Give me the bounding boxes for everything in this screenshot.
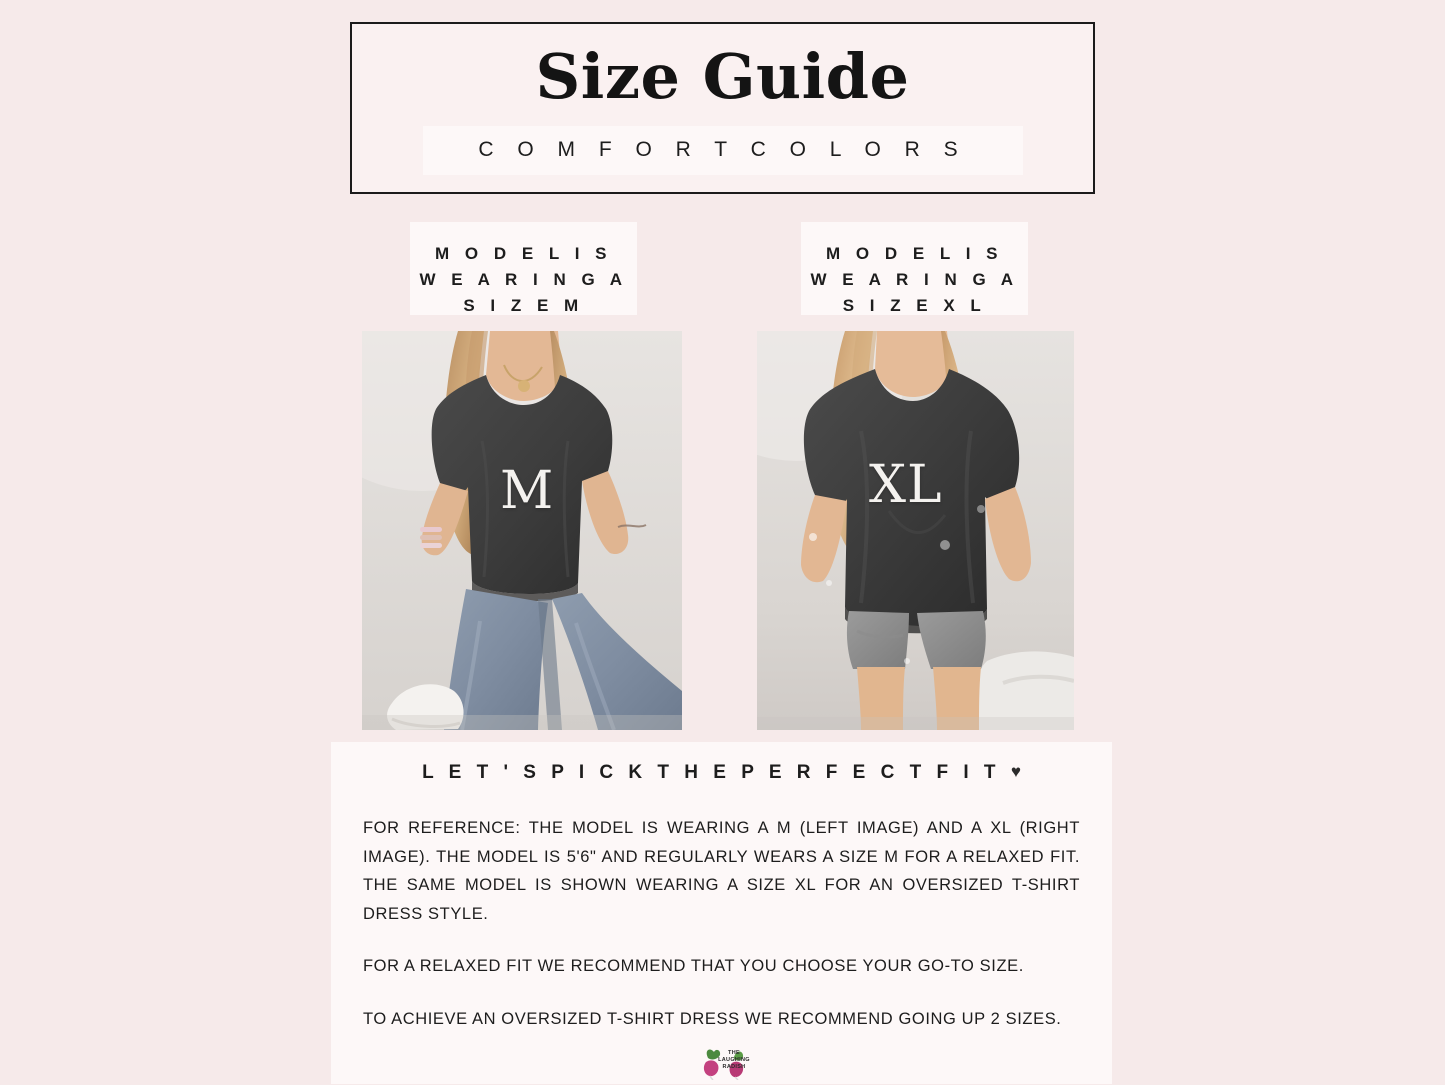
caption-line: M O D E L I S bbox=[826, 244, 1003, 263]
heart-icon: ♥ bbox=[1010, 762, 1021, 781]
page-title: Size Guide bbox=[535, 40, 910, 113]
caption-line: S I Z E M bbox=[463, 296, 584, 315]
caption-line: S I Z E X L bbox=[842, 296, 987, 315]
caption-line: W E A R I N G A bbox=[810, 270, 1019, 289]
caption-line: M O D E L I S bbox=[435, 244, 612, 263]
brand-logo-line: RADISH bbox=[722, 1064, 746, 1070]
brand-logo bbox=[690, 1046, 756, 1080]
model-caption-left bbox=[410, 222, 637, 315]
brand-logo-line: THE LAUGHING bbox=[718, 1050, 750, 1063]
brand-logo-text bbox=[712, 1050, 756, 1071]
subtitle-band bbox=[423, 126, 1023, 175]
model-photo-m-illustration bbox=[362, 331, 682, 730]
model-caption-right bbox=[801, 222, 1028, 315]
fit-info-paragraph: FOR A RELAXED FIT WE RECOMMEND THAT YOU CHOOSE YOUR GO-TO SIZE. bbox=[363, 957, 1024, 975]
model-photo-size-xl bbox=[757, 331, 1074, 730]
fit-info-panel bbox=[331, 742, 1112, 1084]
shirt-size-letter-m: M bbox=[500, 461, 555, 521]
fit-info-heading bbox=[331, 762, 1112, 784]
shirt-size-letter-xl: XL bbox=[869, 455, 943, 515]
fit-info-paragraph: TO ACHIEVE AN OVERSIZED T-SHIRT DRESS WE RECOMMEND GOING UP 2 SIZES. bbox=[363, 1009, 1062, 1028]
fit-info-body bbox=[363, 814, 1080, 1033]
brand-subtitle: C O M F O R T C O L O R S bbox=[478, 138, 967, 161]
title-block bbox=[350, 22, 1095, 194]
model-photo-size-m bbox=[362, 331, 682, 730]
fit-info-paragraph: FOR REFERENCE: THE MODEL IS WEARING A M (LEFT IMAGE) AND A XL (RIGHT IMAGE). THE MODEL IS 5'6" AND REGULARLY WEARS A SIZE M FOR A RELAXED FIT. THE SAME MODEL IS SHOWN WEARING A SIZE XL FOR AN OVERSIZED T-SHIRT DRESS STYLE. bbox=[363, 819, 1080, 923]
fit-info-heading-text: L E T ' S P I C K T H E P E R F E C T F I T bbox=[422, 762, 1001, 783]
model-photo-xl-illustration bbox=[757, 331, 1074, 730]
caption-line: W E A R I N G A bbox=[419, 270, 628, 289]
